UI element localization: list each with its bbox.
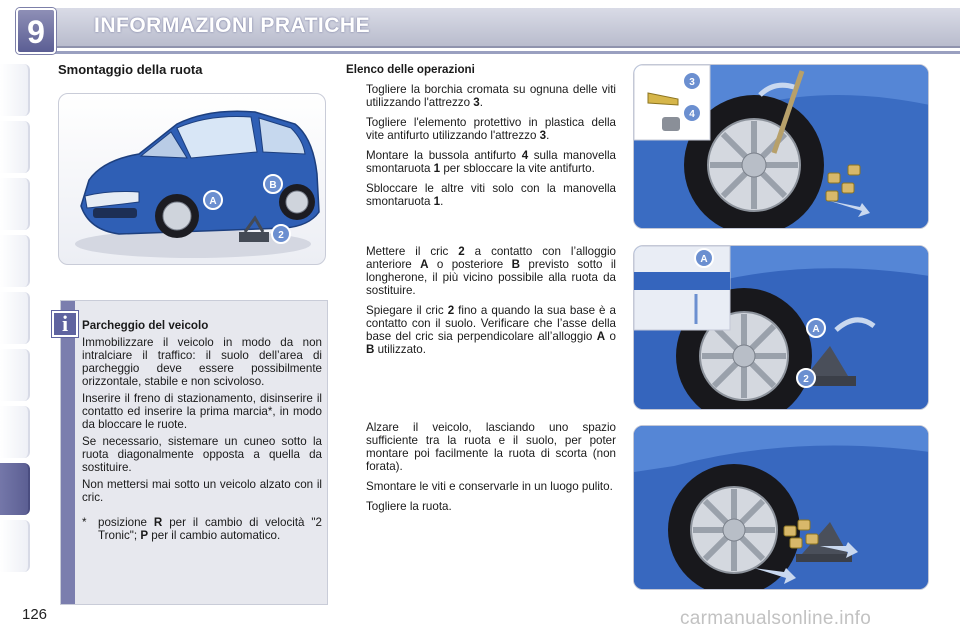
op-bold: 4 [521, 149, 529, 162]
callout-4-label: 4 [689, 109, 695, 120]
footnote-part: posizione [98, 516, 154, 529]
callout-3-label: 3 [689, 77, 695, 88]
info-heading: Parcheggio del veicolo [82, 319, 209, 332]
op-bold: A [420, 258, 429, 271]
operation-text [366, 304, 616, 356]
op-part: per sbloccare la vite antifurto. [440, 162, 595, 175]
footnote-text [98, 516, 322, 542]
photo-remove-bolts-drawing [634, 426, 929, 590]
op-bold: 2 [458, 245, 465, 258]
callout-a-label: A [812, 324, 820, 335]
watermark: carmanualsonline.info [680, 608, 872, 629]
operation-text [366, 149, 616, 175]
operation-item [346, 480, 616, 493]
chapter-tab[interactable] [0, 64, 30, 116]
callout-b-label: B [269, 180, 277, 191]
footnote-part: per il cambio di velocità "2 Tronic"; [98, 516, 322, 542]
operation-item [346, 182, 616, 208]
info-icon: i [52, 311, 78, 337]
op-bold: 1 [433, 162, 441, 175]
parking-info-content [82, 319, 322, 542]
op-part: Mettere il cric [366, 245, 459, 258]
operation-text: Alzare il veicolo, lasciando uno spazio sufficiente tra la ruota e il suolo, per poter montare poi facilmente la ruota di scorta (non forata). [366, 421, 616, 473]
op-bold: 3 [473, 96, 480, 109]
chapter-tab[interactable] [0, 349, 30, 401]
operation-text [366, 182, 616, 208]
hand-pointer-icon [346, 421, 366, 473]
photo-jack-placement-drawing [634, 246, 929, 410]
op-part: . [440, 195, 444, 208]
op-part: fino a quando la sua base è a contatto con il suolo. Verificare che l’asse della base del cric sia perpendicolare all’alloggio [366, 304, 616, 343]
op-bold: 1 [433, 195, 441, 208]
callout-a-label: A [209, 196, 217, 207]
op-part: Spiegare il cric [366, 304, 448, 317]
photo-remove-bolts [633, 425, 929, 590]
footnote [82, 516, 322, 542]
chapter-tab[interactable] [0, 178, 30, 230]
op-bold: B [511, 258, 521, 271]
op-bold: 2 [447, 304, 455, 317]
chapter-tab-active[interactable] [0, 463, 30, 515]
hand-pointer-icon [346, 245, 366, 297]
photo-unlock-bolts [633, 64, 929, 229]
footnote-part: per il cambio automatico. [148, 529, 281, 542]
operation-text [366, 245, 616, 297]
hand-pointer-icon [346, 480, 366, 493]
operation-item [346, 83, 616, 109]
info-box-stripe [61, 301, 75, 604]
operations-group-3 [346, 421, 616, 520]
page-title: INFORMAZIONI PRATICHE [94, 14, 371, 37]
op-bold: B [366, 343, 375, 356]
page-number: 126 [22, 606, 48, 623]
op-part: Montare la bussola antifurto [366, 149, 522, 162]
op-part: o posteriore [428, 258, 512, 271]
photo-unlock-bolts-drawing [634, 65, 929, 229]
operations-title: Elenco delle operazioni [346, 63, 475, 76]
op-part: a contatto con l’alloggio anteriore [366, 245, 616, 271]
op-bold: A [596, 330, 606, 343]
op-part: Sbloccare le altre viti solo con la manovella smontaruota [366, 182, 616, 208]
operation-item [346, 245, 616, 297]
footnote-bold: P [140, 529, 149, 542]
info-paragraph: Inserire il freno di stazionamento, disinserire il contatto ed inserire la prima marcia*, in modo da bloccare le ruote. [82, 392, 322, 431]
op-part: Togliere l'elemento protettivo in plastica della vite antifurto utilizzando l'attrezzo [366, 116, 616, 142]
info-paragraph: Se necessario, sistemare un cuneo sotto la ruota diagonalmente opposta a quella da sostituire. [82, 435, 322, 474]
chapter-tab[interactable] [0, 406, 30, 458]
hand-pointer-icon [346, 116, 366, 142]
chapter-tab[interactable] [0, 292, 30, 344]
chapter-tab[interactable] [0, 520, 30, 572]
info-paragraph: Non mettersi mai sotto un veicolo alzato con il cric. [82, 478, 322, 504]
photo-jack-placement [633, 245, 929, 410]
op-part: previsto sotto il longherone, il più vicino possibile alla ruota da sostituire. [366, 258, 617, 297]
chapter-tab[interactable] [0, 121, 30, 173]
chapter-tab-rail [0, 64, 34, 576]
operation-item [346, 149, 616, 175]
operations-group-2 [346, 245, 616, 363]
operation-text [366, 83, 616, 109]
operation-text [366, 116, 616, 142]
operation-item [346, 500, 616, 513]
op-bold: 3 [539, 129, 547, 142]
operation-item [346, 421, 616, 473]
hand-pointer-icon [346, 149, 366, 175]
operation-text: Togliere la ruota. [366, 500, 452, 513]
callout-a-label: A [700, 254, 708, 265]
chapter-tab[interactable] [0, 235, 30, 287]
op-part: o [605, 330, 616, 343]
op-part: utilizzato. [374, 343, 426, 356]
hand-pointer-icon [346, 83, 366, 109]
info-paragraph: Immobilizzare il veicolo in modo da non intralciare il traffico: il suolo dell’area di parcheggio deve essere possibilmente orizzontale, stabile e non scivoloso. [82, 336, 322, 388]
hand-pointer-icon [346, 182, 366, 208]
car-drawing [59, 94, 326, 265]
callout-2-label: 2 [803, 374, 809, 385]
car-illustration [58, 93, 326, 265]
op-part: sulla manovella smontaruota [366, 149, 616, 175]
op-part: . [546, 129, 550, 142]
section-title: Smontaggio della ruota [58, 62, 203, 77]
hand-pointer-icon [346, 304, 366, 356]
callout-2-label: 2 [278, 230, 284, 241]
hand-pointer-icon [346, 500, 366, 513]
header-divider [40, 51, 960, 54]
operation-item [346, 304, 616, 356]
footnote-mark: * [82, 516, 87, 529]
chapter-badge: 9 [16, 8, 56, 54]
op-part: Togliere la borchia cromata su ognuna delle viti utilizzando l'attrezzo [366, 83, 616, 109]
op-part: . [479, 96, 483, 109]
operations-group-1 [346, 83, 616, 215]
footnote-bold: R [153, 516, 163, 529]
operation-text: Smontare le viti e conservarle in un luogo pulito. [366, 480, 613, 493]
operation-item [346, 116, 616, 142]
